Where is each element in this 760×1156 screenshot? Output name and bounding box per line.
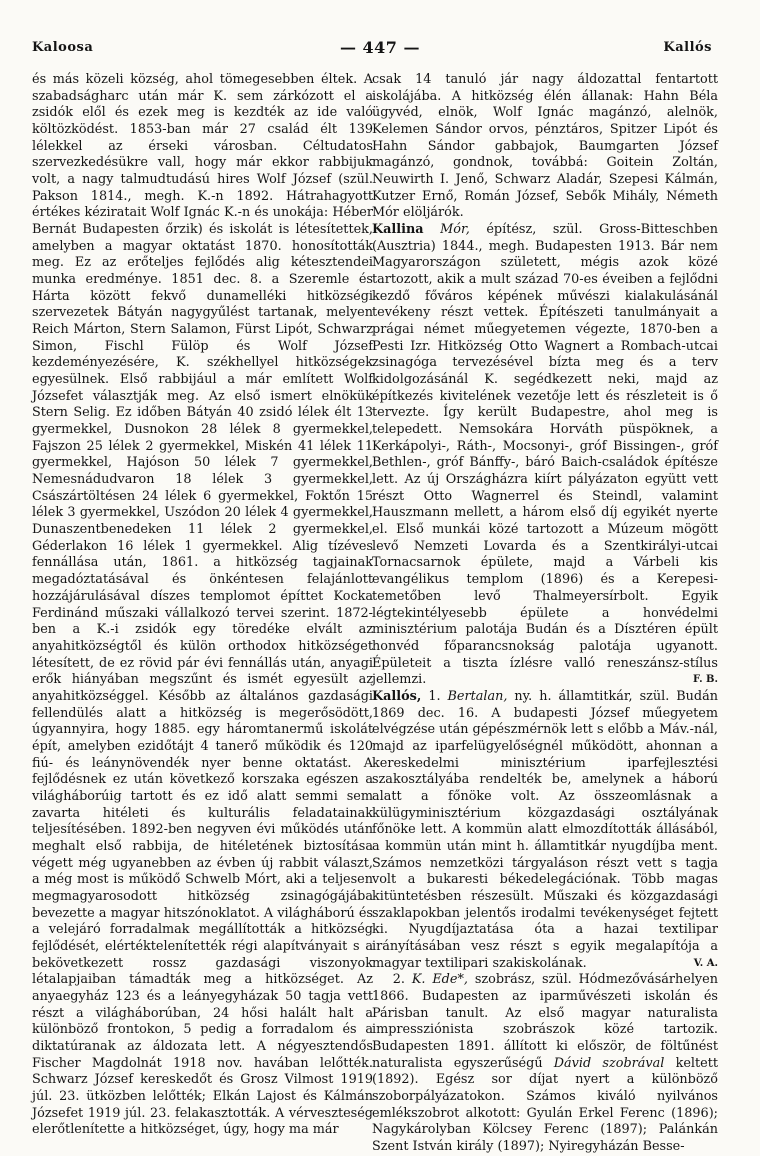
artwork-title: Dávid szobrával xyxy=(553,1055,665,1071)
entry-body: szobrász, szül. Hódmezővásárhelyen 1866. Budapesten az iparművészeti iskolán és Párisban tanult. Az első magyar naturalista impressziónista szobrászok közé tartozik. Budapesten 1891. állított ki először, de föltűnést naturalista egyszerűségű xyxy=(372,972,718,1071)
entry-kallina xyxy=(372,222,718,689)
running-header-right: Kallós xyxy=(663,40,712,55)
entry-forename: Bertalan, xyxy=(447,688,508,704)
left-column-text: és más közeli község, ahol tömegesebben éltek. A szabadságharc után már K. sem zárkózott el a zsidók elől és ezek meg is kezdték az ide való költözködést. 1853-ban már 27 család élt 139 lélekkel az érseki városban. Céltudatos szervezkedésükre vall, hogy már ekkor rabbijuk volt, a nagy talmudtudású hires Wolf József (szül. Pakson 1814., megh. K.-n 1892. Hátrahagyott értékes kéziratait Wolf Ignác K.-n és unokája: Héber Bernát Budapesten őrzik) és iskolát is létesítettek, amelyben a magyar oktatást 1870. honosították meg. Ez az erőteljes fejlődés alig kétesztendei munka eredménye. 1851 dec. 8. a Szeremle és Hárta között fekvő dunamelléki hitközségi szervezetek Bátyán nagygyűlést tartanak, melyen Reich Márton, Stern Salamon, Fürst Lipót, Schwarz Simon, Fischl Fülöp és Wolf József kezdeményezésére, K. székhellyel hitközségek egyesülnek. Első rabbijául a már említett Wolf Józsefet választják meg. Az első ismert elnökük Stern Selig. Ez időben Bátyán 40 zsidó lélek élt 13 gyermekkel, Dusnokon 28 lélek 8 gyermekkel, Fajszon 25 lélek 2 gyermekkel, Miskén 41 lélek 11 gyermekkel, Hajóson 50 lélek 7 gyermekkel, Nemesnádudvaron 18 lélek 3 gyermekkel, Császártöltésen 24 lélek 6 gyermekkel, Foktőn 15 lélek 3 gyermekkel, Uszódon 20 lélek 4 gyermekkel, Dunaszentbenedeken 11 lélek 2 gyermekkel, Géderlakon 16 lélek 1 gyermekkel. Alig tízéves fennállása után, 1861. a hitközség tagjainak megadóztatásával és önkéntesen felajánlott hozzájárulásával díszes templomot építtet Kocka Ferdinánd műszaki vállalkozó tervei szerint. 1872-ben a K.-i zsidók egy töredéke elvált az anyahitközségtől és külön orthodox hitközséget létesített, de ez rövid pár évi fennállás után, anyagi erők hiányában megszűnt és ismét egyesült az anyahitközséggel. Később az általános gazdasági fellendülés alatt a hitközség is megerősödött, úgyannyira, hogy 1885. egy háromtanermű iskolát épít, amelyben ezidőtájt 4 tanerő működik és 120 fiú- és leánynövendék nyer benne oktatást. A fejlődésnek ez után következő korszaka egészen a világháborúig tartott és ez idő alatt semmi sem zavarta hitéleti és kulturális feladatainak teljesítésében. 1892-ben negyven évi működés után meghalt első rabbija, de hitéletének biztosítása végett még ugyanebben az évben új rabbit választ, a még most is működő Schwelb Mórt, aki a teljesen megmagyarosodott hitközség zsinagógájába bevezette a magyar hitszónoklatot. A világháború és a velejáró forradalmak megállították a hitközség fejlődését, elértéktelenítették régi alapítványait s a bekövetkezett rossz gazdasági viszonyok létalapjaiban támadták meg a hitközséget. Az anyaegyház 123 és a leányegyházak 50 tagja vett részt a világháborúban, 24 hősi halált halt a különböző frontokon, 5 pedig a forradalom és a diktatúranak az áldozata lett. A négyesztendős Fischer Magdolnát 1918 nov. havában lelőtték. Schwarz József kereskedőt és Grosz Vilmost 1919 júl. 23. ütközben lelőtték; Elkán Lajost és Kálmán Józsefet 1919 júl. 23. felakasztották. A vérveszteség elerőtlenítette a hitközséget, úgy, hogy ma már xyxy=(32,72,373,1138)
entry-body: ny. h. államtitkár, szül. Budán 1869 dec. 16. A budapesti József műegyetem elvégzése után gépészmérnök lett s előbb a Máv.-nál, majd az iparfelügyelőségnél működött, ahonnan a kereskedelmi minisztérium iparfejlesztési szakosztályába rendelték be, amelynek a háború alatt a főnöke volt. Az összeomlásnak a külügyminisztérium közgazdasági osztályának főnöke lett. A kommün alatt elmozdították állásából, a kommün után mint h. államtitkár nyugdíjba ment. Számos nemzetközi tárgyaláson részt vett s tagja volt a bukaresti békedelegációnak. Több magas kitüntetésben részesült. Műszaki és közgazdasági szaklapokban jelentős irodalmi tevékenységet fejtett ki. Nyugdíjaztatása óta a hazai textilipar irányításában vesz részt s egyik megalapítója a magyar textilipari szakiskolának. xyxy=(372,688,718,971)
entry-body: építész, szül. Gross-Bitteschben (Ausztria) 1844., megh. Budapesten 1913. Bár nem Magyarországon született, mégis azok közé tartozott, akik a mult század 70-es éveiben a fejlődni kezdő főváros képének művészi kialakulásánál tevékeny részt vettek. Építészeti tanulmányait a prágai német műegyetemen végezte, 1870-ben a Pesti Izr. Hitközség Otto Wagnert a Rombach-utcai zsinagóga tervezésével bízta meg és a terv kidolgozásánál K. segédkezett neki, majd az építkezés kivitelének vezetője lett és részleteit is ő tervezte. Így került Budapestre, ahol meg is telepedett. Nemsokára Horváth püspöknek, a Kerkápolyi-, Ráth-, Mocsonyi-, gróf Bissingen-, gróf Bethlen-, gróf Bánffy-, báró Baich-családok építésze lett. Az új Országházra kiírt pályázaton együtt vett részt Otto Wagnerrel és Steindl, valamint Hauszmann mellett, a három első díj egyikét nyerte el. Első munkái közé tartozott a Múzeum mögött levő Nemzeti Lovarda és a Szentkirályi-utcai Tornacsarnok épülete, majd a Várbeli kis evangélikus templom (1896) és a Kerepesi-temetőben levő Thalmeyersírbolt. Egyik légtekintélyesebb épülete a honvédelmi minisztérium palotája Budán és a Dísztéren épült honvéd főparancsnokság palotája ugyanott. Épületeit a tiszta ízlésre valló reneszánsz-stílus jellemzi. xyxy=(372,222,718,688)
entry-headword: Kallina xyxy=(372,222,424,238)
entry-number: 2. xyxy=(392,972,405,988)
author-signature: F. B. xyxy=(693,674,718,686)
running-header-left: Kaloosa xyxy=(32,40,94,55)
left-column xyxy=(32,72,373,1138)
entry-headword: Kallós, xyxy=(372,688,422,704)
entry-continuation: csak 14 tanuló jár nagy áldozattal fentartott iskolájába. A hitközség élén állanak: Hahn Béla ügyvéd, elnök, Wolf Ignác magánzó, alelnök, Kelemen Sándor orvos, pénztáros, Spitzer Lipót és Hahn Sándor gabbajok, Baumgarten József magánzó, gondnok, továbbá: Goitein Zoltán, Neuwirth I. Jenő, Schwarz Aladár, Szepesi Kálmán, Kutzer Ernő, Román József, Sebők Mihály, Németh Mór elöljárók. xyxy=(372,72,718,221)
entry-kallos-bertalan xyxy=(372,689,718,972)
page-number: — 447 — xyxy=(339,38,421,57)
right-column xyxy=(372,72,718,1155)
entry-kallos-ede xyxy=(372,972,718,1155)
entry-body-continued: keltett (1892). Egész sor díjat nyert a különböző szoborpályázatokon. Számos kiváló nyilvános emlékszobrot alkotott: Gyulán Erkel Ferenc (1896); Nagykárolyban Kölcsey Ferenc (1897); Palánkán Szent István király (1897); Nyiregyházán Besse- xyxy=(372,1055,718,1155)
entry-number: 1. xyxy=(421,688,441,704)
author-signature: V. A. xyxy=(693,957,718,969)
entry-forename: Mór, xyxy=(440,222,470,238)
entry-forename: K. Ede*, xyxy=(411,972,468,988)
